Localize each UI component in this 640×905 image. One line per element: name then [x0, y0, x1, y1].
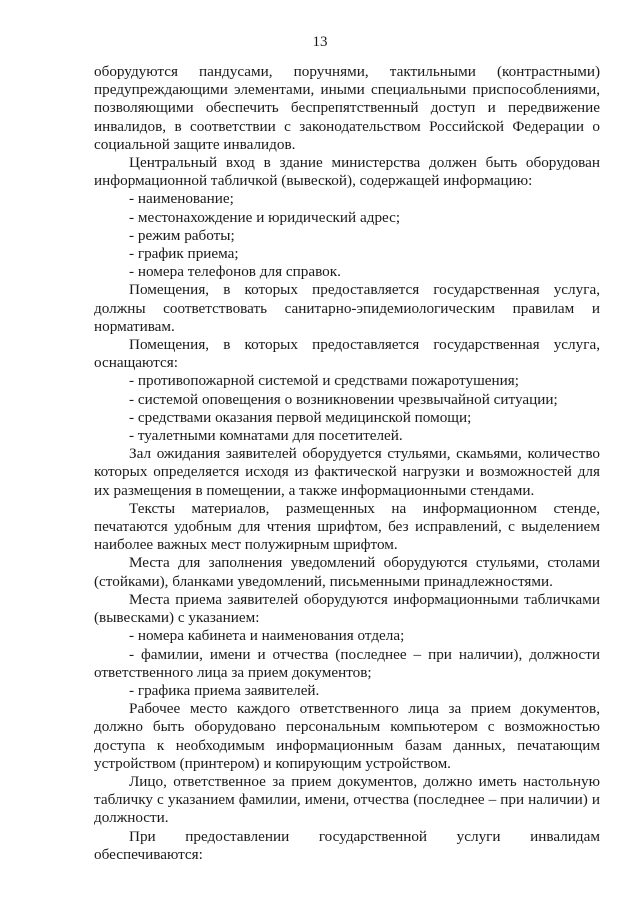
list-item: - туалетными комнатами для посетителей.	[129, 427, 403, 445]
paragraph: Помещения, в которых предоставляется государственная услуга, оснащаются:	[94, 336, 600, 372]
list-item: - номера кабинета и наименования отдела;	[129, 627, 405, 645]
paragraph: Тексты материалов, размещенных на информационном стенде, печатаются удобным для чтения шрифтом, без исправлений, с выделением наиболее важных мест полужирным шрифтом.	[94, 499, 600, 554]
list-item: - средствами оказания первой медицинской помощи;	[129, 408, 472, 426]
paragraph: Лицо, ответственное за прием документов, должно иметь настольную табличку с указанием фамилии, имени, отчества (последнее – при наличии) и должности.	[94, 772, 600, 827]
list-item: - номера телефонов для справок.	[129, 263, 341, 281]
list-item: - противопожарной системой и средствами пожаротушения;	[129, 372, 519, 390]
page-number: 13	[312, 34, 328, 50]
paragraph-continued: оборудуются пандусами, поручнями, тактильными (контрастными) предупреждающими элементами, иными специальными приспособлениями, позволяющими обеспечить беспрепятственный доступ и передвижение инвалидов, в соответствии с законодательством Российской Федерации о социальной защите инвалидов.	[94, 63, 600, 153]
list-item: - график приема;	[129, 245, 239, 263]
list-item: - местонахождение и юридический адрес;	[129, 208, 401, 226]
paragraph: Зал ожидания заявителей оборудуется стульями, скамьями, количество которых определяется исходя из фактической нагрузки и возможностей для их размещения в помещении, а также информационными стендами.	[94, 445, 600, 499]
list-item: - системой оповещения о возникновении чрезвычайной ситуации;	[129, 390, 558, 408]
paragraph: При предоставлении государственной услуги инвалидам обеспечиваются:	[94, 827, 600, 863]
paragraph: Рабочее место каждого ответственного лица за прием документов, должно быть оборудовано персональным компьютером с возможностью доступа к необходимым информационным базам данных, печатающим устройством (принтером) и копирующим устройством.	[94, 700, 600, 772]
paragraph: Места приема заявителей оборудуются информационными табличками (вывесками) с указанием:	[94, 590, 600, 627]
list-item: - графика приема заявителей.	[129, 681, 320, 699]
paragraph: Центральный вход в здание министерства должен быть оборудован информационной табличкой (вывеской), содержащей информацию:	[94, 154, 600, 190]
list-item: - наименование;	[129, 190, 234, 208]
paragraph: Помещения, в которых предоставляется государственная услуга, должны соответствовать санитарно-эпидемиологическим правилам и нормативам.	[94, 281, 600, 335]
document-body	[94, 63, 600, 864]
list-item: - фамилии, имени и отчества (последнее – при наличии), должности ответственного лица за прием документов;	[94, 645, 600, 681]
list-item: - режим работы;	[129, 226, 235, 244]
paragraph: Места для заполнения уведомлений оборудуются стульями, столами (стойками), бланками уведомлений, письменными принадлежностями.	[94, 554, 600, 590]
